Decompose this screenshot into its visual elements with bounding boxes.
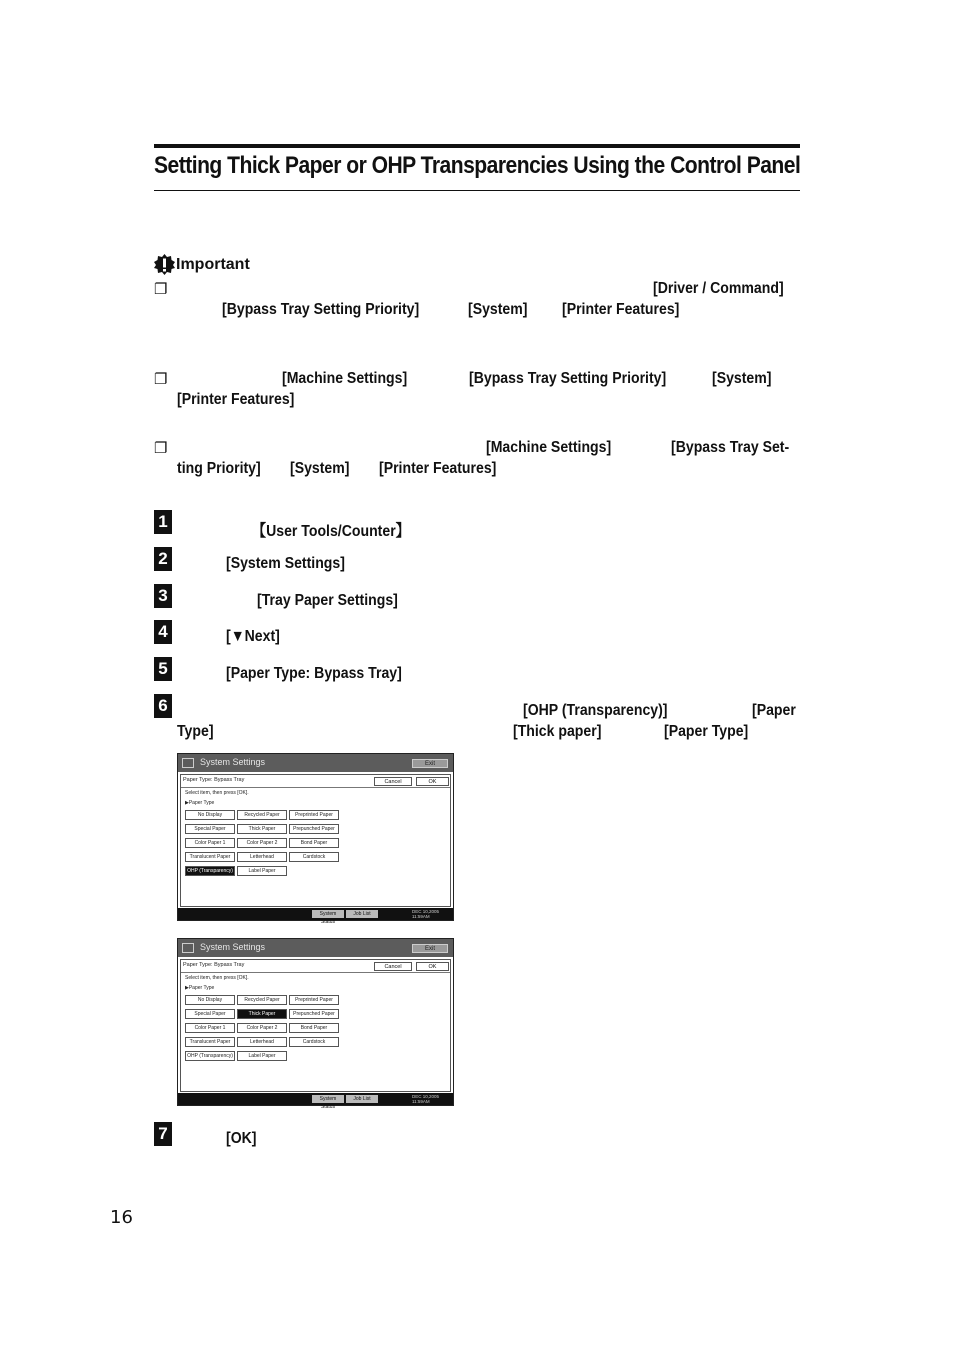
screen-titlebar (178, 754, 453, 772)
system-status-button[interactable]: System Status (312, 910, 344, 918)
option-bond-paper[interactable]: Bond Paper (289, 838, 339, 848)
screen-footer (178, 1093, 453, 1110)
option-thick-paper[interactable]: Thick Paper (237, 1009, 287, 1019)
cancel-button[interactable]: Cancel (374, 777, 412, 786)
note-2-printer-features: [Printer Features] (177, 391, 295, 408)
option-cardstock[interactable]: Cardstock (289, 1037, 339, 1047)
step-6-thick-paper: [Thick paper] (513, 723, 602, 740)
note-1-system: [System] (468, 301, 528, 318)
note-checkbox-2: ❐ (154, 371, 168, 388)
step-4-next: [▼Next] (226, 628, 280, 645)
option-thick-paper[interactable]: Thick Paper (237, 824, 287, 834)
option-recycled-paper[interactable]: Recycled Paper (237, 810, 287, 820)
system-status-button[interactable]: System Status (312, 1095, 344, 1103)
option-translucent-paper[interactable]: Translucent Paper (185, 852, 235, 862)
screen-header: Paper Type: Bypass Tray (183, 777, 245, 783)
step-number-5: 5 (154, 657, 172, 681)
step-number-2: 2 (154, 547, 172, 571)
option-translucent-paper[interactable]: Translucent Paper (185, 1037, 235, 1047)
option-color-paper-2[interactable]: Color Paper 2 (237, 1023, 287, 1033)
ok-button[interactable]: OK (416, 962, 449, 971)
paper-type-label: ▶Paper Type (185, 800, 215, 806)
screen-time: 11:59AM (412, 914, 430, 919)
option-no-display[interactable]: No Display (185, 810, 235, 820)
option-special-paper[interactable]: Special Paper (185, 824, 235, 834)
screen-titlebar (178, 939, 453, 957)
note-3-bypass-priority-b: ting Priority] (177, 460, 261, 477)
note-2-machine-settings: [Machine Settings] (282, 370, 408, 387)
title-top-rule (154, 144, 800, 148)
exit-button[interactable]: Exit (412, 759, 448, 768)
step-7-ok: [OK] (226, 1130, 257, 1147)
option-letterhead[interactable]: Letterhead (237, 852, 287, 862)
option-ohp-transparency[interactable]: OHP (Transparency) (185, 1051, 235, 1061)
screen-body (180, 959, 451, 1092)
option-no-display[interactable]: No Display (185, 995, 235, 1005)
option-letterhead[interactable]: Letterhead (237, 1037, 287, 1047)
screenshot-ohp-selected (177, 753, 454, 925)
screen-footer (178, 908, 453, 925)
option-prepunched-paper[interactable]: Prepunched Paper (289, 1009, 339, 1019)
note-2-system: [System] (712, 370, 772, 387)
screen-title: System Settings (200, 942, 266, 952)
screenshot-thick-selected (177, 938, 454, 1110)
step-3-tray-paper-settings: [Tray Paper Settings] (257, 592, 398, 609)
option-special-paper[interactable]: Special Paper (185, 1009, 235, 1019)
exit-button[interactable]: Exit (412, 944, 448, 953)
note-checkbox-1: ❐ (154, 281, 168, 298)
important-icon (154, 254, 175, 275)
step-number-1: 1 (154, 510, 172, 534)
note-1-printer-features: [Printer Features] (562, 301, 680, 318)
paper-type-label: ▶Paper Type (185, 985, 215, 991)
screen-divider (181, 972, 450, 973)
note-3-bypass-priority-a: [Bypass Tray Set- (671, 439, 790, 456)
option-cardstock[interactable]: Cardstock (289, 852, 339, 862)
option-color-paper-1[interactable]: Color Paper 1 (185, 838, 235, 848)
screen-time: 11:59AM (412, 1099, 430, 1104)
step-6-ohp: [OHP (Transparency)] (523, 702, 668, 719)
step-number-4: 4 (154, 620, 172, 644)
note-3-printer-features: [Printer Features] (379, 460, 497, 477)
screen-datetime (412, 909, 439, 919)
option-label-paper[interactable]: Label Paper (237, 866, 287, 876)
page-title: Setting Thick Paper or OHP Transparencies Using the Control Panel (154, 152, 801, 179)
option-color-paper-2[interactable]: Color Paper 2 (237, 838, 287, 848)
step-6-paper-type: [Paper Type] (664, 723, 749, 740)
page-number: 16 (110, 1207, 133, 1228)
option-recycled-paper[interactable]: Recycled Paper (237, 995, 287, 1005)
option-preprinted-paper[interactable]: Preprinted Paper (289, 810, 339, 820)
settings-icon (182, 758, 194, 768)
step-5-paper-type-bypass: [Paper Type: Bypass Tray] (226, 665, 402, 682)
job-list-button[interactable]: Job List (346, 910, 378, 918)
note-2-bypass-priority: [Bypass Tray Setting Priority] (469, 370, 667, 387)
step-number-6: 6 (154, 694, 172, 718)
screen-header: Paper Type: Bypass Tray (183, 962, 245, 968)
step-6-paper-a: [Paper (752, 702, 796, 719)
screen-datetime (412, 1094, 439, 1104)
option-ohp-transparency[interactable]: OHP (Transparency) (185, 866, 235, 876)
job-list-button[interactable]: Job List (346, 1095, 378, 1103)
step-number-3: 3 (154, 584, 172, 608)
note-3-machine-settings: [Machine Settings] (486, 439, 612, 456)
option-color-paper-1[interactable]: Color Paper 1 (185, 1023, 235, 1033)
important-label: Important (176, 256, 250, 273)
settings-icon (182, 943, 194, 953)
step-1-user-tools: 【User Tools/Counter】 (252, 523, 410, 540)
cancel-button[interactable]: Cancel (374, 962, 412, 971)
screen-body (180, 774, 451, 907)
screen-date: DEC 10,2005 (412, 909, 440, 914)
note-3-system: [System] (290, 460, 350, 477)
option-prepunched-paper[interactable]: Prepunched Paper (289, 824, 339, 834)
screen-instruction: Select item, then press [OK]. (185, 975, 249, 981)
option-label-paper[interactable]: Label Paper (237, 1051, 287, 1061)
screen-divider (181, 787, 450, 788)
screen-title: System Settings (200, 757, 266, 767)
option-preprinted-paper[interactable]: Preprinted Paper (289, 995, 339, 1005)
note-checkbox-3: ❐ (154, 440, 168, 457)
note-1-bypass-priority: [Bypass Tray Setting Priority] (222, 301, 420, 318)
title-bottom-rule (154, 190, 800, 191)
note-1-driver-command: [Driver / Command] (653, 280, 784, 297)
step-2-system-settings: [System Settings] (226, 555, 345, 572)
option-bond-paper[interactable]: Bond Paper (289, 1023, 339, 1033)
screen-date: DEC 10,2005 (412, 1094, 440, 1099)
ok-button[interactable]: OK (416, 777, 449, 786)
screen-instruction: Select item, then press [OK]. (185, 790, 249, 796)
step-6-type-b: Type] (177, 723, 214, 740)
step-number-7: 7 (154, 1122, 172, 1146)
